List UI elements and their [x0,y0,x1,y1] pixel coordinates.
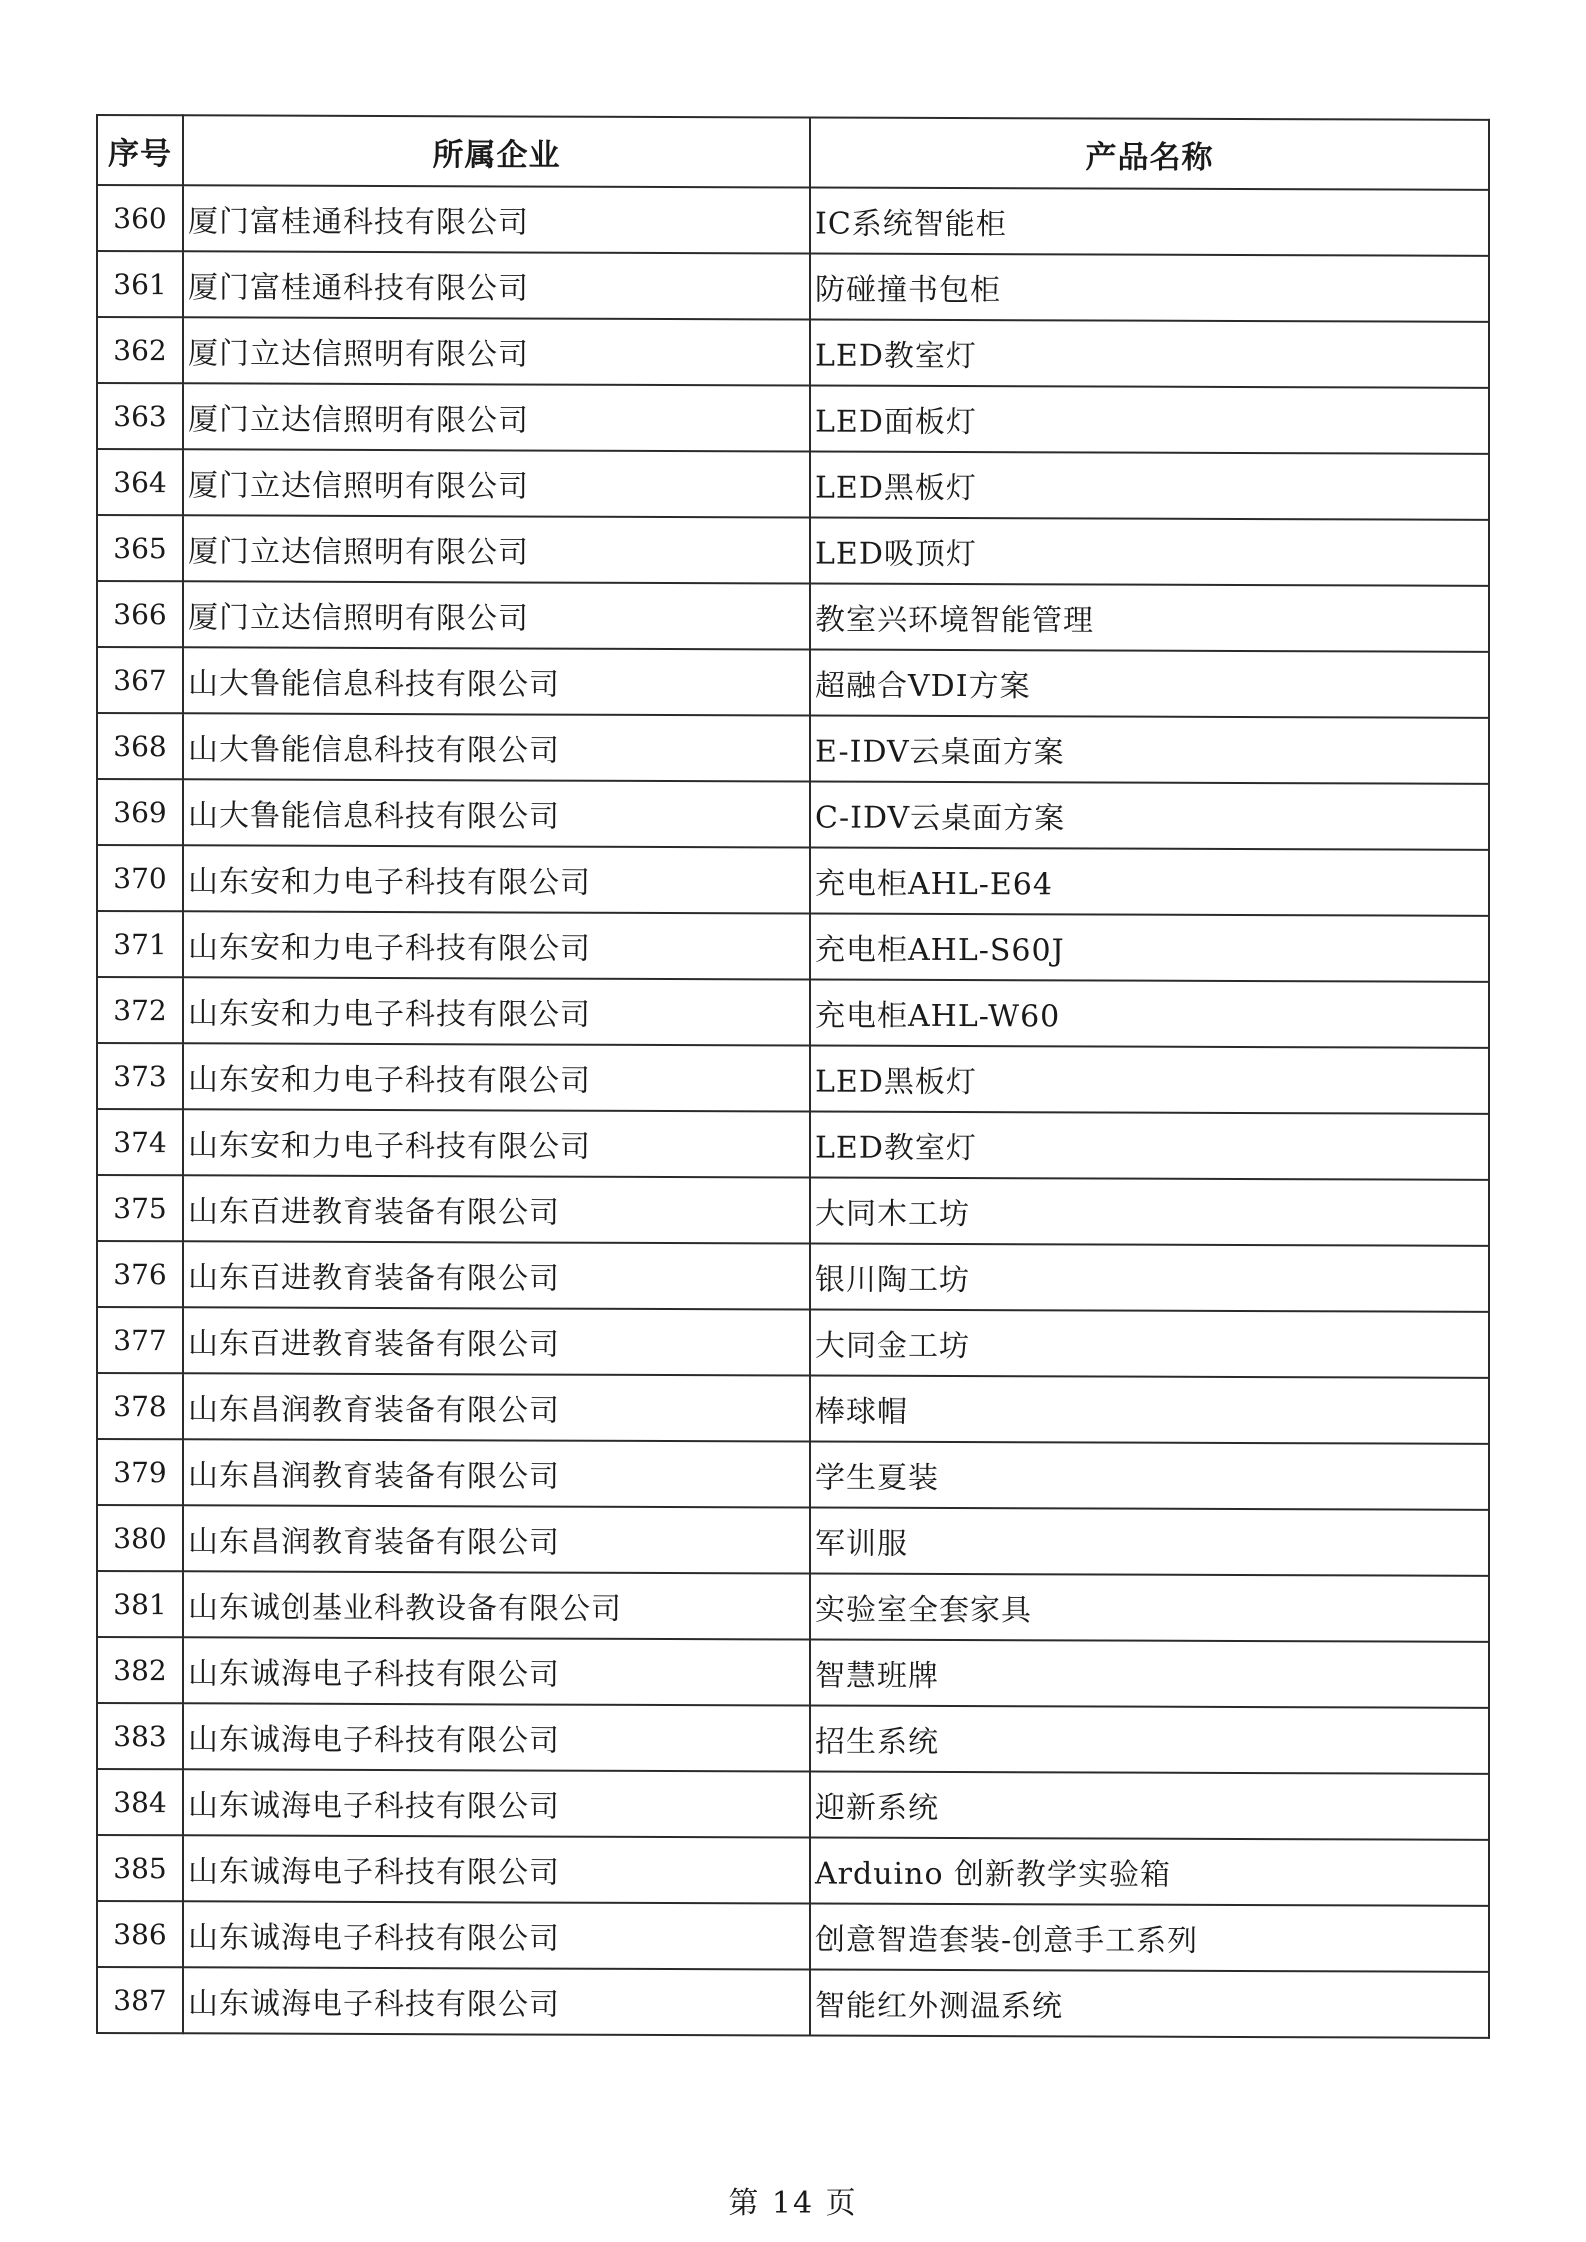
serial-number-cell: 365 [97,515,183,581]
company-cell: 山东诚海电子科技有限公司 [183,1835,810,1903]
company-cell: 山大鲁能信息科技有限公司 [183,779,810,847]
serial-number-cell: 363 [97,383,183,449]
product-name-cell: Arduino 创新教学实验箱 [810,1837,1489,1905]
product-name-cell: LED教室灯 [810,319,1489,387]
product-name-cell: E-IDV云桌面方案 [810,715,1489,783]
product-name-cell: LED黑板灯 [810,451,1489,519]
table-row [97,911,1489,982]
company-cell: 厦门立达信照明有限公司 [183,449,810,517]
header-company: 所属企业 [183,115,810,187]
table-row [97,1835,1489,1906]
product-name-cell: LED黑板灯 [810,1045,1489,1113]
company-cell: 厦门立达信照明有限公司 [183,515,810,583]
product-name-cell: LED吸顶灯 [810,517,1489,585]
serial-number-cell: 382 [97,1637,183,1703]
company-cell: 厦门立达信照明有限公司 [183,317,810,385]
serial-number-cell: 384 [97,1769,183,1835]
product-name-cell: 教室兴环境智能管理 [810,583,1489,651]
company-cell: 山东诚创基业科教设备有限公司 [183,1571,810,1639]
company-cell: 山东安和力电子科技有限公司 [183,845,810,913]
product-name-cell: 智慧班牌 [810,1639,1489,1707]
table-row [97,1901,1489,1972]
company-cell: 山东诚海电子科技有限公司 [183,1769,810,1837]
table-row [97,1703,1489,1774]
company-cell: 山东诚海电子科技有限公司 [183,1637,810,1705]
serial-number-cell: 376 [97,1241,183,1307]
company-cell: 山东百进教育装备有限公司 [183,1241,810,1309]
serial-number-cell: 369 [97,779,183,845]
table-row [97,581,1489,652]
serial-number-cell: 381 [97,1571,183,1637]
serial-number-cell: 370 [97,845,183,911]
product-name-cell: 充电柜AHL-S60J [810,913,1489,981]
product-name-cell: 防碰撞书包柜 [810,253,1489,321]
serial-number-cell: 373 [97,1043,183,1109]
table-header-row [97,115,1489,190]
table-row [97,1571,1489,1642]
product-name-cell: 智能红外测温系统 [810,1969,1489,2037]
table-row [97,779,1489,850]
table-row [97,185,1489,256]
serial-number-cell: 371 [97,911,183,977]
product-name-cell: 实验室全套家具 [810,1573,1489,1641]
header-serial-number: 序号 [97,115,183,185]
company-cell: 山大鲁能信息科技有限公司 [183,713,810,781]
product-name-cell: 银川陶工坊 [810,1243,1489,1311]
table-row [97,515,1489,586]
company-cell: 山东诚海电子科技有限公司 [183,1967,810,2035]
product-name-cell: 招生系统 [810,1705,1489,1773]
serial-number-cell: 372 [97,977,183,1043]
company-cell: 山东昌润教育装备有限公司 [183,1373,810,1441]
table-row [97,1043,1489,1114]
product-name-cell: 大同金工坊 [810,1309,1489,1377]
table-row [97,1109,1489,1180]
product-name-cell: 军训服 [810,1507,1489,1575]
company-cell: 山东安和力电子科技有限公司 [183,977,810,1045]
serial-number-cell: 366 [97,581,183,647]
table-row [97,1967,1489,2038]
header-product-name: 产品名称 [810,117,1489,189]
company-cell: 山东诚海电子科技有限公司 [183,1901,810,1969]
table-row [97,383,1489,454]
product-name-cell: LED面板灯 [810,385,1489,453]
product-name-cell: C-IDV云桌面方案 [810,781,1489,849]
serial-number-cell: 385 [97,1835,183,1901]
table-row [97,845,1489,916]
table-row [97,1175,1489,1246]
serial-number-cell: 374 [97,1109,183,1175]
table-row [97,1307,1489,1378]
company-cell: 山东安和力电子科技有限公司 [183,1043,810,1111]
company-cell: 山东昌润教育装备有限公司 [183,1439,810,1507]
table-row [97,251,1489,322]
serial-number-cell: 383 [97,1703,183,1769]
serial-number-cell: 364 [97,449,183,515]
table-row [97,1769,1489,1840]
serial-number-cell: 362 [97,317,183,383]
product-name-cell: IC系统智能柜 [810,187,1489,255]
page-number: 第 14 页 [728,2186,858,2221]
serial-number-cell: 380 [97,1505,183,1571]
company-cell: 山大鲁能信息科技有限公司 [183,647,810,715]
product-name-cell: 超融合VDI方案 [810,649,1489,717]
serial-number-cell: 367 [97,647,183,713]
table-row [97,1439,1489,1510]
table-row [97,1373,1489,1444]
serial-number-cell: 386 [97,1901,183,1967]
table-row [97,1241,1489,1312]
table-row [97,1637,1489,1708]
product-name-cell: 创意智造套装-创意手工系列 [810,1903,1489,1971]
product-name-cell: 充电柜AHL-W60 [810,979,1489,1047]
table-row [97,977,1489,1048]
company-cell: 山东诚海电子科技有限公司 [183,1703,810,1771]
company-cell: 山东百进教育装备有限公司 [183,1307,810,1375]
company-cell: 山东安和力电子科技有限公司 [183,1109,810,1177]
company-cell: 厦门富桂通科技有限公司 [183,251,810,319]
table-row [97,713,1489,784]
table-row [97,449,1489,520]
company-cell: 山东昌润教育装备有限公司 [183,1505,810,1573]
table-row [97,1505,1489,1576]
company-cell: 山东安和力电子科技有限公司 [183,911,810,979]
company-cell: 厦门立达信照明有限公司 [183,581,810,649]
serial-number-cell: 378 [97,1373,183,1439]
product-name-cell: 学生夏装 [810,1441,1489,1509]
company-cell: 厦门富桂通科技有限公司 [183,185,810,253]
product-name-cell: 充电柜AHL-E64 [810,847,1489,915]
product-name-cell: LED教室灯 [810,1111,1489,1179]
serial-number-cell: 360 [97,185,183,251]
serial-number-cell: 375 [97,1175,183,1241]
company-cell: 山东百进教育装备有限公司 [183,1175,810,1243]
product-name-cell: 棒球帽 [810,1375,1489,1443]
serial-number-cell: 361 [97,251,183,317]
table-row [97,317,1489,388]
table-row [97,647,1489,718]
serial-number-cell: 377 [97,1307,183,1373]
product-name-cell: 大同木工坊 [810,1177,1489,1245]
product-name-cell: 迎新系统 [810,1771,1489,1839]
serial-number-cell: 387 [97,1967,183,2033]
company-cell: 厦门立达信照明有限公司 [183,383,810,451]
product-table [96,114,1490,2039]
serial-number-cell: 368 [97,713,183,779]
serial-number-cell: 379 [97,1439,183,1505]
